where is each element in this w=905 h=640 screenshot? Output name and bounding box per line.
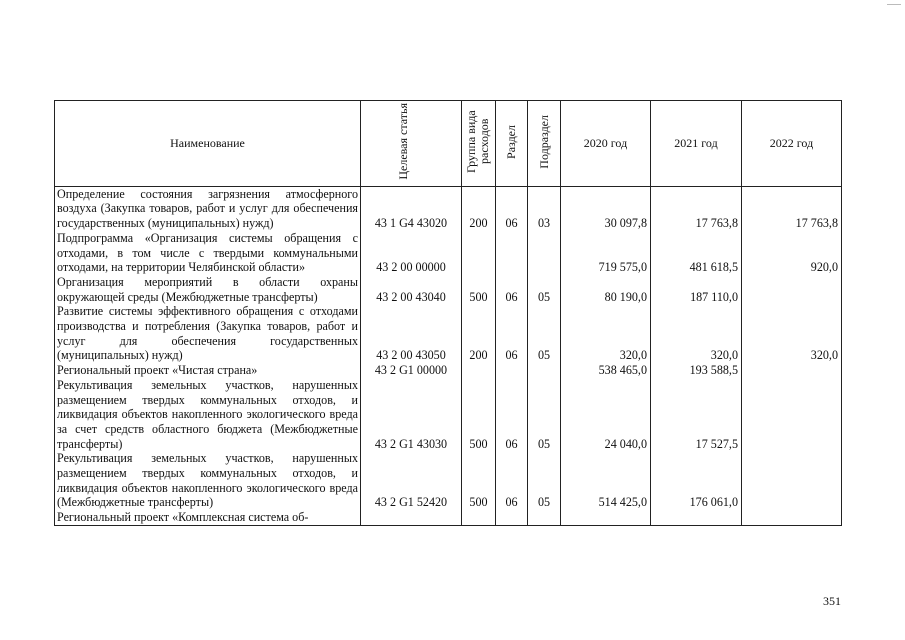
header-name: Наименование: [55, 101, 361, 187]
row-2022: [742, 451, 842, 510]
row-2021: 320,0: [651, 304, 742, 363]
row-2022: 17 763,8: [742, 186, 842, 231]
row-2021: 193 588,5: [651, 363, 742, 378]
header-2022: 2022 год: [742, 101, 842, 187]
row-group: 500: [462, 451, 496, 510]
row-target: 43 2 00 43050: [361, 304, 462, 363]
row-section: 06: [496, 304, 528, 363]
row-subsection: [528, 510, 561, 525]
row-2020: 320,0: [561, 304, 651, 363]
row-2020: 24 040,0: [561, 378, 651, 452]
row-2022: 320,0: [742, 304, 842, 363]
row-2020: 30 097,8: [561, 186, 651, 231]
row-name: Рекультивация земельных участков, нарушенных размещением твердых коммунальных отходов, и ликвидация объектов накопленного экологического вреда за счет средств областного бюджета (Межбюджетные трансферты): [55, 378, 361, 452]
row-target: 43 2 G1 00000: [361, 363, 462, 378]
row-section: 06: [496, 451, 528, 510]
row-2022: [742, 510, 842, 525]
table-row: [55, 275, 842, 304]
header-group: Группа вида расходов: [462, 101, 496, 187]
table-row: [55, 451, 842, 510]
row-2020: 80 190,0: [561, 275, 651, 304]
row-section: [496, 363, 528, 378]
header-subsection: Подраздел: [528, 101, 561, 187]
header-2020: 2020 год: [561, 101, 651, 187]
row-2022: [742, 378, 842, 452]
table-row: [55, 510, 842, 525]
row-group: 200: [462, 304, 496, 363]
row-2020: [561, 510, 651, 525]
row-name: Определение состояния загрязнения атмосферного воздуха (Закупка товаров, работ и услуг для обеспечения государственных (муниципальных) нужд): [55, 186, 361, 231]
row-section: 06: [496, 186, 528, 231]
table-row: [55, 186, 842, 231]
row-target: 43 2 G1 52420: [361, 451, 462, 510]
row-name: Региональный проект «Чистая страна»: [55, 363, 361, 378]
row-group: 500: [462, 275, 496, 304]
header-2021: 2021 год: [651, 101, 742, 187]
row-2020: 538 465,0: [561, 363, 651, 378]
header-target: Целевая статья: [361, 101, 462, 187]
table-header-row: [55, 101, 842, 187]
row-group: [462, 231, 496, 275]
row-subsection: 03: [528, 186, 561, 231]
row-target: 43 1 G4 43020: [361, 186, 462, 231]
row-subsection: [528, 231, 561, 275]
row-2021: 17 763,8: [651, 186, 742, 231]
row-name: Подпрограмма «Организация системы обращения с отходами, в том числе с твердыми коммунальными отходами, на территории Челябинской области»: [55, 231, 361, 275]
row-name: Рекультивация земельных участков, нарушенных размещением твердых коммунальных отходов, и ликвидация объектов накопленного экологического вреда (Межбюджетные трансферты): [55, 451, 361, 510]
row-subsection: 05: [528, 275, 561, 304]
row-2021: 176 061,0: [651, 451, 742, 510]
row-section: [496, 510, 528, 525]
row-target: [361, 510, 462, 525]
row-subsection: 05: [528, 451, 561, 510]
row-name: Региональный проект «Комплексная система об-: [55, 510, 361, 525]
table-row: [55, 378, 842, 452]
row-group: 500: [462, 378, 496, 452]
budget-table: [54, 100, 842, 526]
row-2021: [651, 510, 742, 525]
row-section: 06: [496, 275, 528, 304]
row-2022: [742, 363, 842, 378]
row-target: 43 2 00 43040: [361, 275, 462, 304]
row-section: [496, 231, 528, 275]
row-2022: 920,0: [742, 231, 842, 275]
row-2021: 481 618,5: [651, 231, 742, 275]
header-section: Раздел: [496, 101, 528, 187]
row-group: [462, 363, 496, 378]
row-subsection: [528, 363, 561, 378]
row-target: 43 2 00 00000: [361, 231, 462, 275]
row-section: 06: [496, 378, 528, 452]
row-2022: [742, 275, 842, 304]
row-subsection: 05: [528, 304, 561, 363]
table-row: [55, 304, 842, 363]
page-number: 351: [823, 594, 841, 608]
corner-mark: [887, 4, 901, 5]
row-target: 43 2 G1 43030: [361, 378, 462, 452]
table-row: [55, 363, 842, 378]
row-name: Организация мероприятий в области охраны окружающей среды (Межбюджетные трансферты): [55, 275, 361, 304]
row-group: [462, 510, 496, 525]
row-subsection: 05: [528, 378, 561, 452]
row-name: Развитие системы эффективного обращения с отходами производства и потребления (Закупка товаров, работ и услуг для обеспечения государственных (муниципальных) нужд): [55, 304, 361, 363]
row-2021: 17 527,5: [651, 378, 742, 452]
row-2021: 187 110,0: [651, 275, 742, 304]
row-2020: 719 575,0: [561, 231, 651, 275]
table-row: [55, 231, 842, 275]
row-2020: 514 425,0: [561, 451, 651, 510]
row-group: 200: [462, 186, 496, 231]
